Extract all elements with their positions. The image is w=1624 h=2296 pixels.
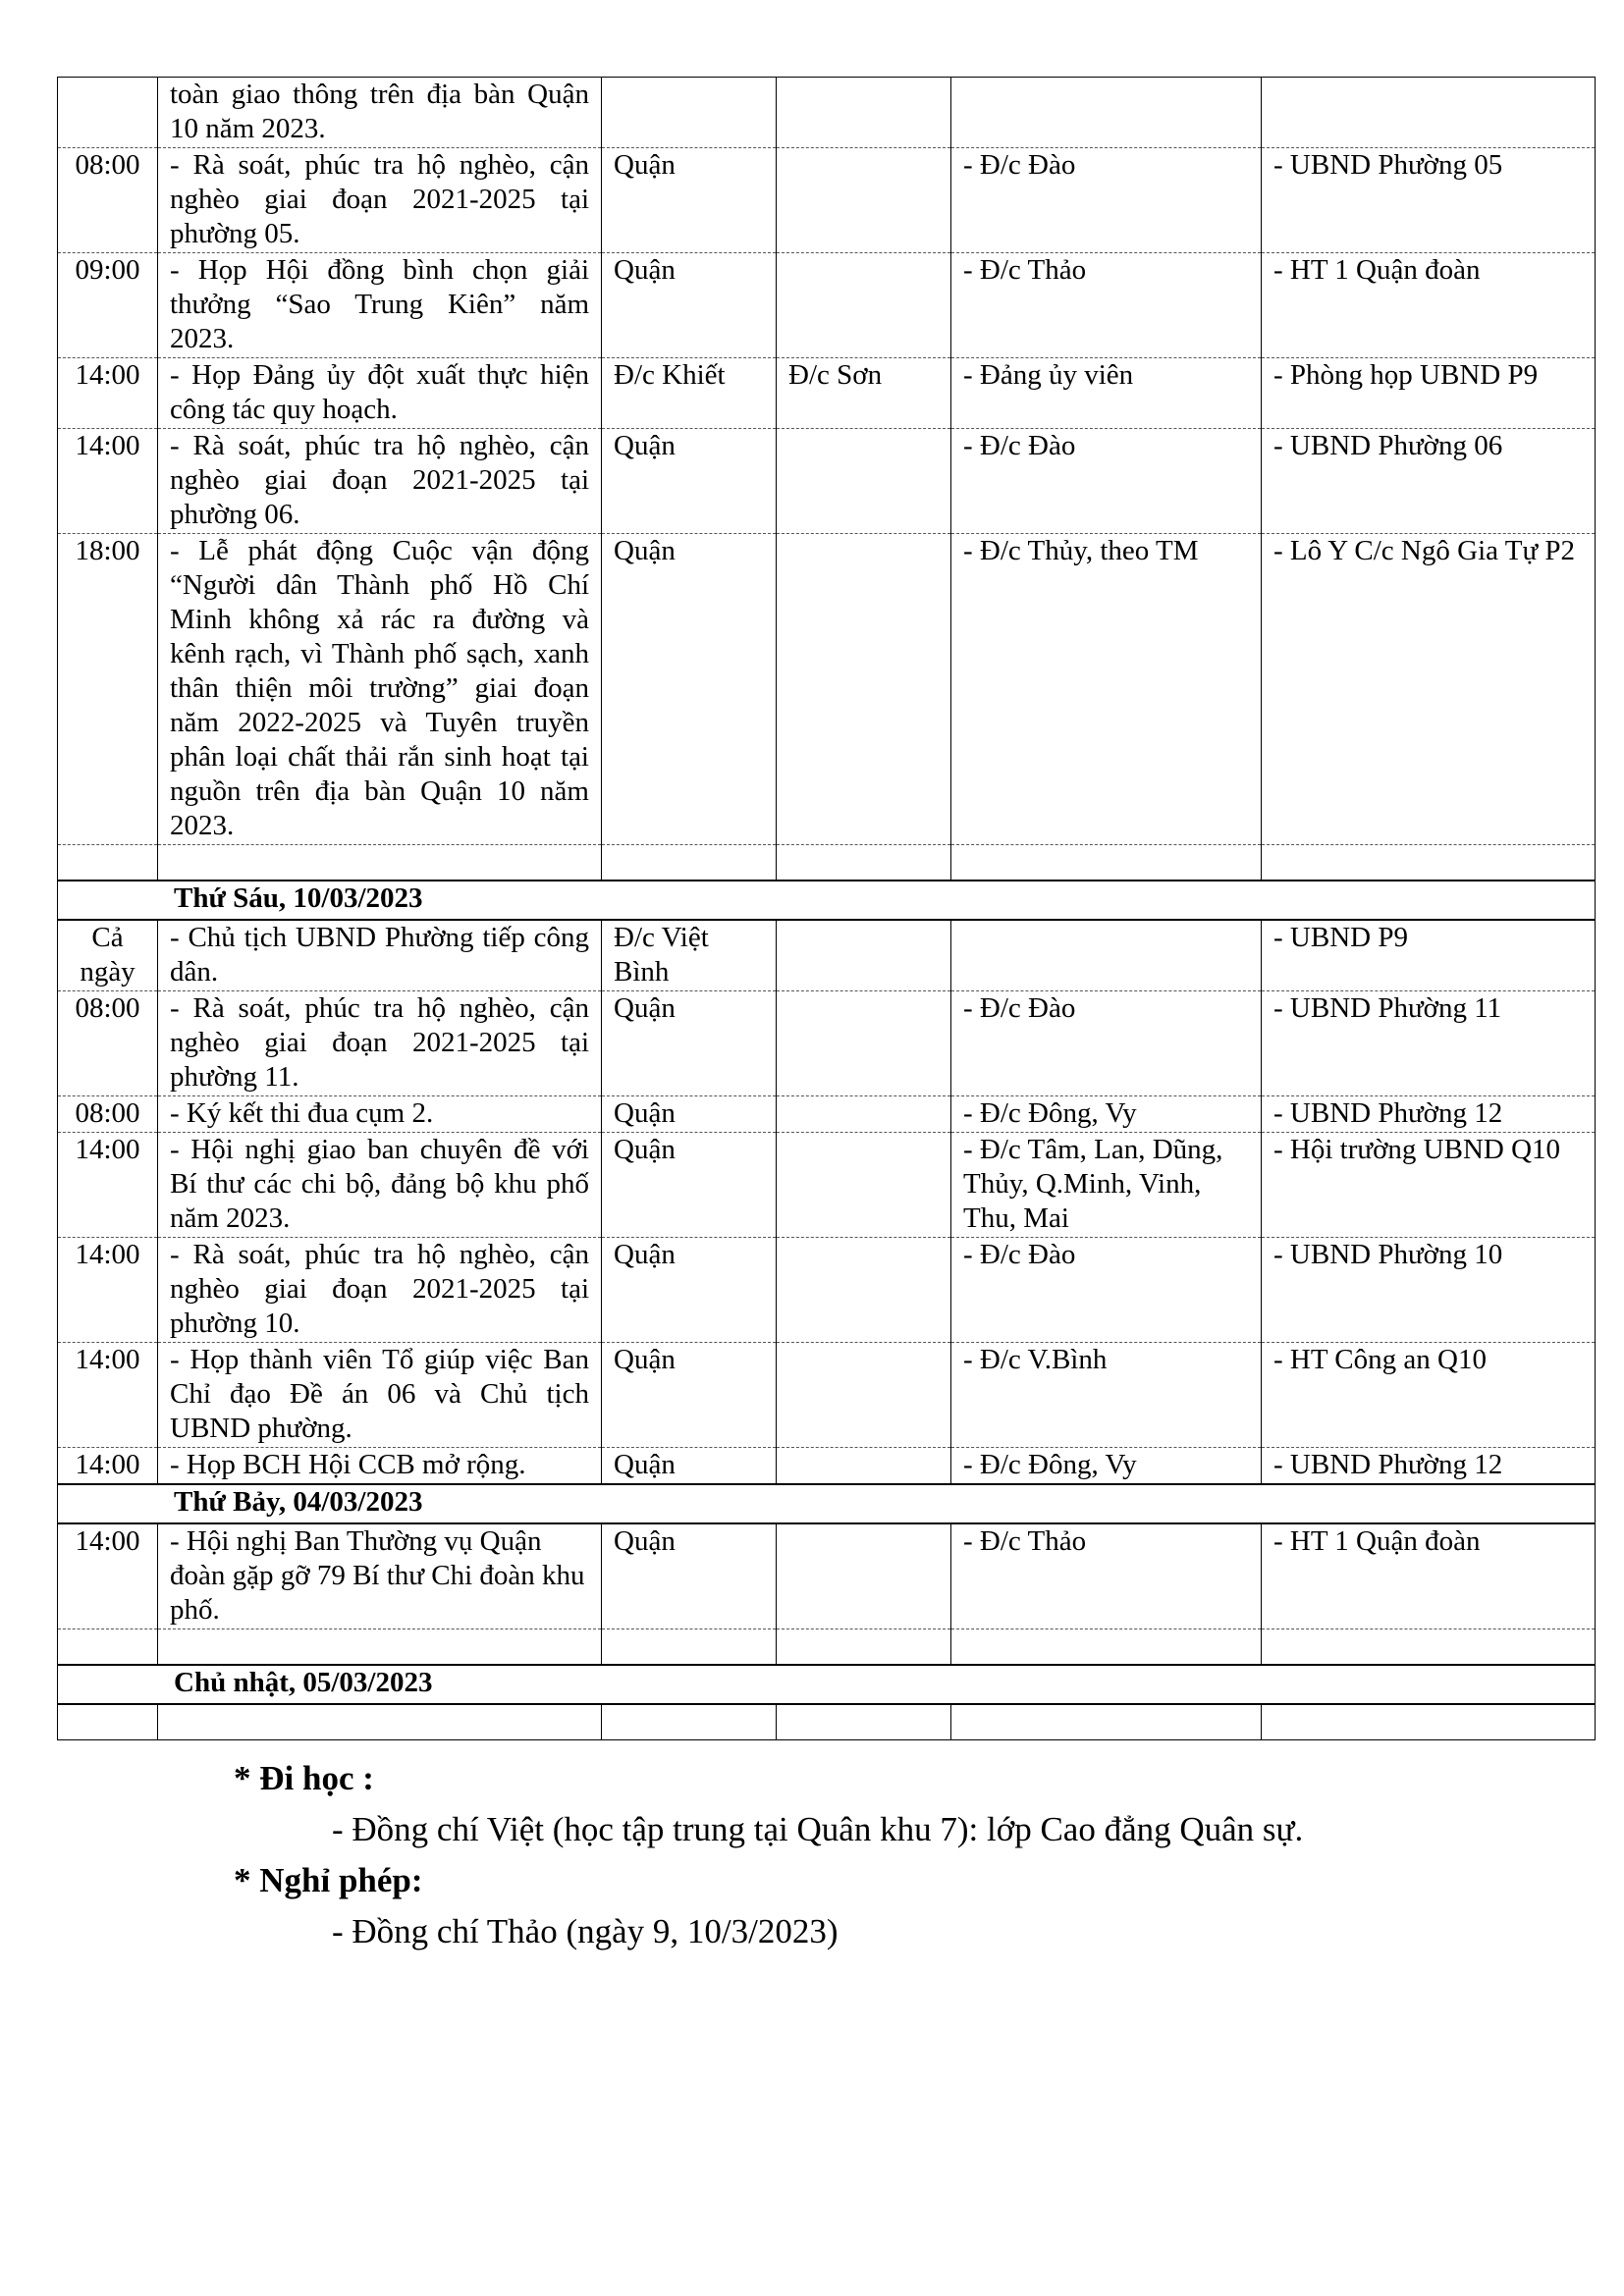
schedule-row	[58, 1133, 1596, 1238]
location-cell: - UBND Phường 12	[1262, 1448, 1596, 1485]
time-cell: Cả ngày	[58, 920, 158, 991]
participants-cell: - Đ/c Thủy, theo TM	[951, 534, 1262, 845]
chair-cell: Quận	[602, 148, 777, 253]
location-cell: - Phòng họp UBND P9	[1262, 358, 1596, 429]
schedule-row	[58, 148, 1596, 253]
study-item: - Đồng chí Việt (học tập trung tại Quân khu 7): lớp Cao đẳng Quân sự.	[332, 1810, 1304, 1848]
location-cell: - Lô Y C/c Ngô Gia Tự P2	[1262, 534, 1596, 845]
empty-cell	[951, 1704, 1262, 1740]
participants-cell: - Đ/c Đông, Vy	[951, 1448, 1262, 1485]
deputy-cell	[777, 253, 951, 358]
participants-cell	[951, 920, 1262, 991]
participants-cell: - Đ/c Đào	[951, 1238, 1262, 1343]
location-cell: - UBND P9	[1262, 920, 1596, 991]
location-cell: - Hội trường UBND Q10	[1262, 1133, 1596, 1238]
schedule-row	[58, 1343, 1596, 1448]
location-cell: - UBND Phường 10	[1262, 1238, 1596, 1343]
location-cell	[1262, 78, 1596, 148]
location-cell: - HT 1 Quận đoàn	[1262, 253, 1596, 358]
deputy-cell: Đ/c Sơn	[777, 358, 951, 429]
participants-cell: - Đ/c Thảo	[951, 1523, 1262, 1629]
time-cell: 09:00	[58, 253, 158, 358]
participants-cell: - Đ/c Đào	[951, 429, 1262, 534]
location-cell: - UBND Phường 11	[1262, 991, 1596, 1096]
day-header-row	[58, 1484, 1596, 1523]
schedule-table	[57, 77, 1596, 1740]
schedule-row	[58, 358, 1596, 429]
chair-cell: Đ/c Việt Bình	[602, 920, 777, 991]
empty-cell	[777, 1704, 951, 1740]
schedule-row	[58, 991, 1596, 1096]
time-cell: 08:00	[58, 991, 158, 1096]
content-cell: - Ký kết thi đua cụm 2.	[158, 1096, 602, 1133]
participants-cell: - Đ/c Đào	[951, 148, 1262, 253]
leave-heading: * Nghỉ phép:	[234, 1861, 423, 1899]
chair-cell: Quận	[602, 1523, 777, 1629]
time-cell: 08:00	[58, 1096, 158, 1133]
deputy-cell	[777, 1096, 951, 1133]
empty-cell	[602, 1629, 777, 1666]
schedule-row	[58, 78, 1596, 148]
content-cell: - Rà soát, phúc tra hộ nghèo, cận nghèo giai đoạn 2021-2025 tại phường 11.	[158, 991, 602, 1096]
schedule-sheet	[57, 77, 1595, 1740]
chair-cell: Quận	[602, 1343, 777, 1448]
deputy-cell	[777, 1133, 951, 1238]
empty-cell	[158, 1629, 602, 1666]
empty-cell	[1262, 1704, 1596, 1740]
content-cell: - Hội nghị Ban Thường vụ Quận đoàn gặp gỡ 79 Bí thư Chi đoàn khu phố.	[158, 1523, 602, 1629]
content-cell: - Họp Hội đồng bình chọn giải thưởng “Sao Trung Kiên” năm 2023.	[158, 253, 602, 358]
content-cell: - Hội nghị giao ban chuyên đề với Bí thư các chi bộ, đảng bộ khu phố năm 2023.	[158, 1133, 602, 1238]
blank-row	[58, 1629, 1596, 1666]
time-cell: 08:00	[58, 148, 158, 253]
participants-cell: - Đ/c V.Bình	[951, 1343, 1262, 1448]
chair-cell: Quận	[602, 1096, 777, 1133]
content-cell: - Rà soát, phúc tra hộ nghèo, cận nghèo giai đoạn 2021-2025 tại phường 06.	[158, 429, 602, 534]
empty-cell	[777, 845, 951, 881]
empty-cell	[58, 1629, 158, 1666]
time-cell: 14:00	[58, 1448, 158, 1485]
empty-cell	[951, 845, 1262, 881]
deputy-cell	[777, 429, 951, 534]
deputy-cell	[777, 78, 951, 148]
day-header: Thứ Bảy, 04/03/2023	[58, 1484, 1596, 1523]
location-cell: - UBND Phường 06	[1262, 429, 1596, 534]
deputy-cell	[777, 1343, 951, 1448]
day-header: Thứ Sáu, 10/03/2023	[58, 881, 1596, 920]
chair-cell: Đ/c Khiết	[602, 358, 777, 429]
deputy-cell	[777, 148, 951, 253]
chair-cell	[602, 78, 777, 148]
chair-cell: Quận	[602, 991, 777, 1096]
time-cell: 14:00	[58, 358, 158, 429]
content-cell: - Rà soát, phúc tra hộ nghèo, cận nghèo giai đoạn 2021-2025 tại phường 10.	[158, 1238, 602, 1343]
empty-cell	[777, 1629, 951, 1666]
schedule-row	[58, 1238, 1596, 1343]
participants-cell: - Đ/c Tâm, Lan, Dũng, Thủy, Q.Minh, Vinh, Thu, Mai	[951, 1133, 1262, 1238]
content-cell: - Rà soát, phúc tra hộ nghèo, cận nghèo giai đoạn 2021-2025 tại phường 05.	[158, 148, 602, 253]
content-cell: toàn giao thông trên địa bàn Quận 10 năm 2023.	[158, 78, 602, 148]
blank-row	[58, 1704, 1596, 1740]
notes-section	[234, 1753, 1303, 1957]
deputy-cell	[777, 1523, 951, 1629]
chair-cell: Quận	[602, 534, 777, 845]
chair-cell: Quận	[602, 1448, 777, 1485]
location-cell: - UBND Phường 12	[1262, 1096, 1596, 1133]
time-cell: 18:00	[58, 534, 158, 845]
participants-cell: - Đảng ủy viên	[951, 358, 1262, 429]
schedule-row	[58, 920, 1596, 991]
content-cell: - Lễ phát động Cuộc vận động “Người dân Thành phố Hồ Chí Minh không xả rác ra đường và kênh rạch, vì Thành phố sạch, xanh thân thiện môi trường” giai đoạn năm 2022-2025 và Tuyên truyền phân loại chất thải rắn sinh hoạt tại nguồn trên địa bàn Quận 10 năm 2023.	[158, 534, 602, 845]
empty-cell	[602, 845, 777, 881]
content-cell: - Họp Đảng ủy đột xuất thực hiện công tác quy hoạch.	[158, 358, 602, 429]
location-cell: - UBND Phường 05	[1262, 148, 1596, 253]
time-cell	[58, 78, 158, 148]
schedule-row	[58, 1096, 1596, 1133]
day-header-row	[58, 881, 1596, 920]
chair-cell: Quận	[602, 1238, 777, 1343]
schedule-row	[58, 534, 1596, 845]
deputy-cell	[777, 1448, 951, 1485]
empty-cell	[951, 1629, 1262, 1666]
content-cell: - Chủ tịch UBND Phường tiếp công dân.	[158, 920, 602, 991]
day-header-row	[58, 1665, 1596, 1704]
schedule-row	[58, 429, 1596, 534]
participants-cell: - Đ/c Đông, Vy	[951, 1096, 1262, 1133]
content-cell: - Họp BCH Hội CCB mở rộng.	[158, 1448, 602, 1485]
deputy-cell	[777, 991, 951, 1096]
empty-cell	[58, 845, 158, 881]
time-cell: 14:00	[58, 1343, 158, 1448]
empty-cell	[602, 1704, 777, 1740]
empty-cell	[158, 1704, 602, 1740]
empty-cell	[1262, 845, 1596, 881]
deputy-cell	[777, 534, 951, 845]
leave-item: - Đồng chí Thảo (ngày 9, 10/3/2023)	[332, 1912, 839, 1950]
participants-cell: - Đ/c Thảo	[951, 253, 1262, 358]
deputy-cell	[777, 920, 951, 991]
content-cell: - Họp thành viên Tổ giúp việc Ban Chỉ đạo Đề án 06 và Chủ tịch UBND phường.	[158, 1343, 602, 1448]
location-cell: - HT Công an Q10	[1262, 1343, 1596, 1448]
chair-cell: Quận	[602, 253, 777, 358]
schedule-row	[58, 1448, 1596, 1485]
participants-cell: - Đ/c Đào	[951, 991, 1262, 1096]
schedule-row	[58, 253, 1596, 358]
time-cell: 14:00	[58, 429, 158, 534]
time-cell: 14:00	[58, 1238, 158, 1343]
chair-cell: Quận	[602, 1133, 777, 1238]
deputy-cell	[777, 1238, 951, 1343]
study-heading: * Đi học :	[234, 1759, 374, 1797]
empty-cell	[58, 1704, 158, 1740]
blank-row	[58, 845, 1596, 881]
time-cell: 14:00	[58, 1133, 158, 1238]
chair-cell: Quận	[602, 429, 777, 534]
schedule-row	[58, 1523, 1596, 1629]
location-cell: - HT 1 Quận đoàn	[1262, 1523, 1596, 1629]
day-header: Chủ nhật, 05/03/2023	[58, 1665, 1596, 1704]
time-cell: 14:00	[58, 1523, 158, 1629]
empty-cell	[1262, 1629, 1596, 1666]
empty-cell	[158, 845, 602, 881]
participants-cell	[951, 78, 1262, 148]
